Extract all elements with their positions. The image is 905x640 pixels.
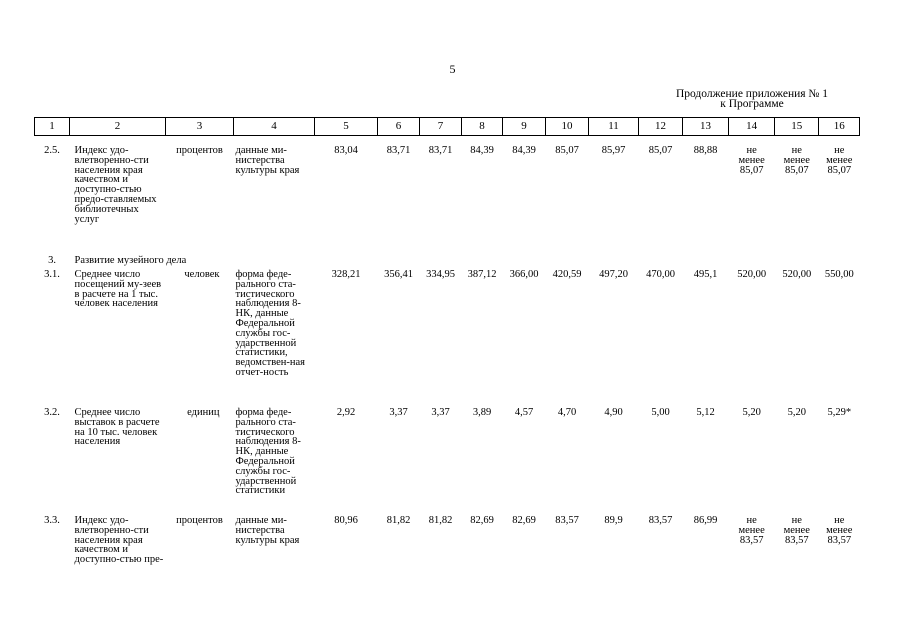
value-cell: 84,39 bbox=[470, 145, 494, 156]
header-cell: 8 bbox=[462, 118, 503, 136]
value-cell: 520,00 bbox=[737, 269, 767, 280]
value-cell: 356,41 bbox=[384, 269, 413, 280]
header-cell: 14 bbox=[729, 118, 775, 136]
value-cell: 85,07 bbox=[648, 145, 673, 156]
value-cell: 366,00 bbox=[509, 269, 539, 280]
value-cell: 83,71 bbox=[428, 145, 453, 156]
value-cell: 83,57 bbox=[555, 515, 579, 526]
value-cell: 5,12 bbox=[696, 407, 715, 418]
value-cell: 80,96 bbox=[334, 515, 358, 526]
indicator-name: Среднее число выставок в расчете на 10 тыс. человек населения bbox=[74, 407, 160, 448]
value-cell: 495,1 bbox=[693, 269, 718, 280]
value-cell: 83,57 bbox=[648, 515, 673, 526]
value-cell: 420,59 bbox=[552, 269, 582, 280]
value-cell: 470,00 bbox=[646, 269, 675, 280]
value-cell: 82,69 bbox=[512, 515, 536, 526]
value-cell: 5,29* bbox=[827, 407, 852, 418]
section-title: Развитие музейного дела bbox=[74, 255, 187, 266]
value-cell: 85,07 bbox=[555, 145, 579, 156]
header-cell: 1 bbox=[35, 118, 70, 136]
source-cell: данные ми-нистерства культуры края bbox=[235, 515, 300, 546]
value-cell: 520,00 bbox=[782, 269, 812, 280]
header-cell: 7 bbox=[420, 118, 462, 136]
value-cell: 328,21 bbox=[331, 269, 361, 280]
value-cell: 4,57 bbox=[514, 407, 534, 418]
value-cell: 5,20 bbox=[742, 407, 761, 418]
value-cell: 4,90 bbox=[604, 407, 623, 418]
value-cell: 81,82 bbox=[386, 515, 411, 526]
section-row bbox=[35, 254, 860, 268]
value-cell: 387,12 bbox=[467, 269, 497, 280]
header-cell: 12 bbox=[639, 118, 683, 136]
value-cell: 82,69 bbox=[470, 515, 494, 526]
table-row bbox=[35, 268, 860, 406]
indicator-name: Индекс удо-влетворенно-сти населения края качеством и доступно-стью пре- bbox=[74, 515, 164, 566]
header-cell: 15 bbox=[775, 118, 819, 136]
table-row bbox=[35, 514, 860, 594]
header-cell: 9 bbox=[503, 118, 546, 136]
header-cell: 10 bbox=[546, 118, 589, 136]
value-cell: не менее 85,07 bbox=[826, 145, 853, 176]
row-number: 3.2. bbox=[44, 407, 60, 418]
value-cell: 2,92 bbox=[336, 407, 356, 418]
header-cell: 6 bbox=[378, 118, 420, 136]
value-cell: 84,39 bbox=[512, 145, 536, 156]
value-cell: 85,97 bbox=[601, 145, 626, 156]
row-number: 2.5. bbox=[44, 145, 60, 156]
continuation-line-1: Продолжение приложения № 1 bbox=[675, 88, 829, 100]
page-number: 5 bbox=[449, 62, 456, 76]
header-cell: 3 bbox=[166, 118, 234, 136]
value-cell: 83,04 bbox=[334, 145, 358, 156]
value-cell: 4,70 bbox=[557, 407, 577, 418]
header-cell: 16 bbox=[819, 118, 860, 136]
unit-cell: человек bbox=[184, 269, 220, 280]
table-row bbox=[35, 144, 860, 254]
table-row bbox=[35, 406, 860, 514]
value-cell: 86,99 bbox=[693, 515, 718, 526]
value-cell: 3,37 bbox=[389, 407, 408, 418]
row-spacer bbox=[35, 136, 860, 145]
value-cell: 334,95 bbox=[426, 269, 455, 280]
header-cell: 4 bbox=[234, 118, 315, 136]
value-cell: 83,71 bbox=[386, 145, 411, 156]
header-cell: 5 bbox=[315, 118, 378, 136]
continuation-line-2: к Программе bbox=[720, 98, 784, 110]
value-cell: 5,00 bbox=[651, 407, 670, 418]
value-cell: 88,88 bbox=[693, 145, 718, 156]
value-cell: не менее 85,07 bbox=[783, 145, 810, 176]
value-cell: не менее 83,57 bbox=[783, 515, 810, 546]
unit-cell: процентов bbox=[176, 145, 223, 156]
value-cell: 5,20 bbox=[787, 407, 806, 418]
value-cell: 497,20 bbox=[599, 269, 628, 280]
value-cell: 3,37 bbox=[431, 407, 450, 418]
source-cell: данные ми-нистерства культуры края bbox=[235, 145, 300, 176]
indicators-table bbox=[34, 117, 860, 594]
header-cell: 13 bbox=[683, 118, 729, 136]
value-cell: 550,00 bbox=[824, 269, 854, 280]
source-cell: форма феде-рального ста-тистического наблюдения 8-НК, данные Федеральной службы гос-ударственной статистики, ведомствен-ная отчет-ность bbox=[235, 269, 305, 378]
table-header-row bbox=[35, 118, 860, 136]
indicator-name: Среднее число посещений му-зеев в расчете на 1 тыс. человек населения bbox=[74, 269, 162, 310]
value-cell: не менее 85,07 bbox=[738, 145, 765, 176]
unit-cell: процентов bbox=[176, 515, 223, 526]
source-cell: форма феде-рального ста-тистического наблюдения 8-НК, данные Федеральной службы гос-ударственной статистики bbox=[235, 407, 301, 497]
row-number: 3.1. bbox=[44, 269, 60, 280]
value-cell: 89,9 bbox=[604, 515, 623, 526]
continuation-note bbox=[632, 89, 872, 109]
row-number: 3.3. bbox=[44, 515, 60, 526]
unit-cell: единиц bbox=[187, 407, 220, 418]
section-number: 3. bbox=[48, 255, 56, 266]
value-cell: 81,82 bbox=[428, 515, 453, 526]
header-cell: 2 bbox=[70, 118, 166, 136]
indicator-name: Индекс удо-влетворенно-сти населения края качеством и доступно-стью предо-ставляемых библиотечных услуг bbox=[74, 145, 157, 225]
value-cell: не менее 83,57 bbox=[738, 515, 765, 546]
value-cell: 3,89 bbox=[472, 407, 492, 418]
value-cell: не менее 83,57 bbox=[826, 515, 853, 546]
header-cell: 11 bbox=[589, 118, 639, 136]
